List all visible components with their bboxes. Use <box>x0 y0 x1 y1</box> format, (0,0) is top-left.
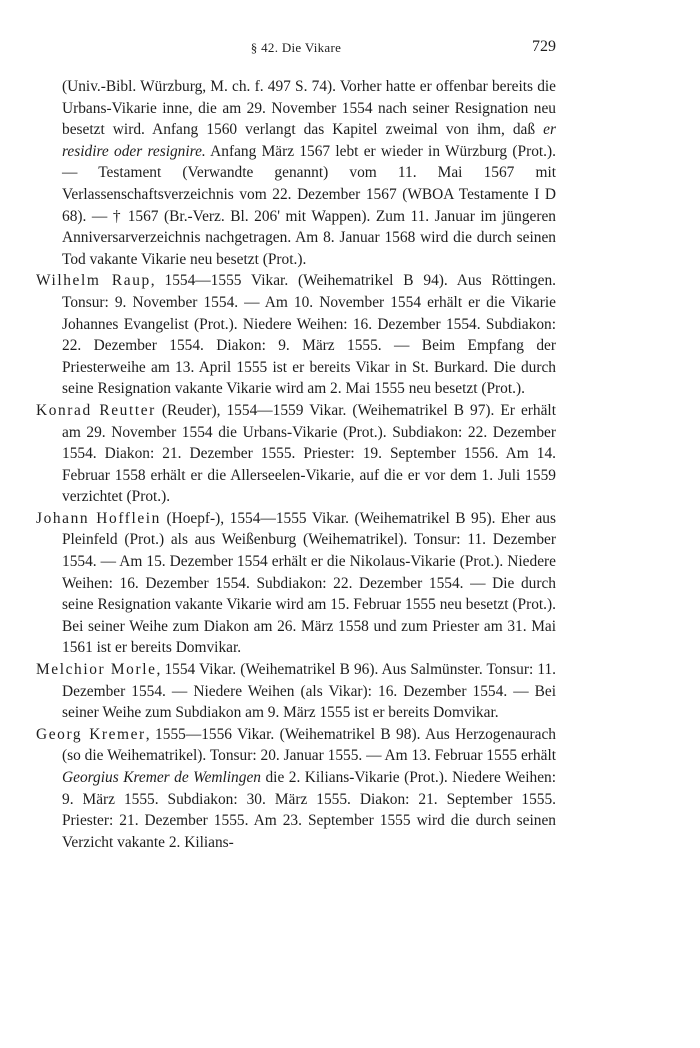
vicar-name: Melchior Morle <box>36 661 157 679</box>
page-number: 729 <box>532 38 556 55</box>
entry-text: , 1554 Vikar. (Weihematrikel B 96). Aus Salmünster. Tonsur: 11. Dezember 1554. — Niedere Weihen (als Vikar): 16. Dezember 1554. — Bei seiner Weihe zum Subdiakon am 9. März 1555 ist er bereits Domvikar. <box>62 661 557 722</box>
vicar-name: Johann Hofflein <box>36 509 161 527</box>
vicar-entry <box>36 659 556 724</box>
continued-entry <box>36 76 556 270</box>
page-header <box>36 40 556 60</box>
entry-text: (Hoepf-), 1554—1555 Vikar. (Weihematrikel B 95). Eher aus Pleinfeld (Prot.) als aus Weißenburg (Weihematrikel). Tonsur: 11. Dezember 1554. — Am 15. Dezember 1554 erhält er die Nikolaus-Vikarie (Prot.). Niedere Weihen: 16. Dezember 1554. Subdiakon: 22. Dezember 1554. — Die durch seine Resignation vakante Vikarie wird am 15. Februar 1555 neu besetzt (Prot.). Bei seiner Weihe zum Diakon am 26. März 1558 und zum Priester am 31. Mai 1561 ist er bereits Domvikar. <box>62 509 556 657</box>
running-title: § 42. Die Vikare <box>250 40 342 55</box>
entry-text: (Reuder), 1554—1559 Vikar. (Weihematrikel B 97). Er erhält am 29. November 1554 die Urbans-Vikarie (Prot.). Subdiakon: 22. Dezember 1554. Diakon: 21. Dezember 1555. Priester: 19. September 1556. Am 14. Februar 1558 erhält er die Allerseelen-Vikarie, auf die er vor dem 1. Juli 1559 verzichtet (Prot.). <box>62 401 556 506</box>
entry-italic-quote: er residire oder resignire. <box>62 121 556 160</box>
vicar-entry <box>36 270 556 400</box>
page-body <box>36 76 556 853</box>
entry-text-continued: die 2. Kilians-Vikarie (Prot.). Niedere Weihen: 9. März 1555. Subdiakon: 30. März 1555. Diakon: 21. September 1555. Priester: 21. Dezember 1555. Am 23. September 1555 wird die durch seinen Verzicht vakante 2. Kilians- <box>62 769 556 851</box>
entry-text: (Univ.-Bibl. Würzburg, M. ch. f. 497 S. 74). Vorher hatte er offenbar bereits die Urbans-Vikarie inne, die am 29. November 1554 nach seiner Resignation neu besetzt wird. Anfang 1560 verlangt das Kapitel zweimal von ihm, daß <box>62 78 556 139</box>
vicar-entry <box>36 508 556 659</box>
vicar-entry <box>36 400 556 508</box>
vicar-name: Georg Kremer <box>36 725 146 743</box>
vicar-name: Wilhelm Raup <box>36 272 151 290</box>
vicar-name: Konrad Reutter <box>36 401 156 419</box>
entry-text-continued: Anfang März 1567 lebt er wieder in Würzburg (Prot.). — Testament (Verwandte genannt) vom 11. Mai 1567 mit Verlassenschaftsverzeichnis vom 22. Dezember 1567 (WBOA Testamente I D 68). — † 1567 (Br.-Verz. Bl. 206' mit Wappen). Zum 11. Januar im jüngeren Anniversarverzeichnis nachgetragen. Am 8. Januar 1568 wird die durch seinen Tod vakante Vikarie neu besetzt (Prot.). <box>62 142 556 268</box>
entry-italic-name: Georgius Kremer de Wemlingen <box>62 769 261 786</box>
vicar-entry <box>36 724 556 854</box>
entry-text: , 1555—1556 Vikar. (Weihematrikel B 98). Aus Herzogenaurach (so die Weihematrikel). Tonsur: 20. Januar 1555. — Am 13. Februar 1555 erhält <box>62 725 557 765</box>
entry-text: , 1554—1555 Vikar. (Weihematrikel B 94). Aus Röttingen. Tonsur: 9. November 1554. — Am 10. November 1554 erhält er die Vikarie Johannes Evangelist (Prot.). Niedere Weihen: 16. Dezember 1554. Subdiakon: 22. Dezember 1554. Diakon: 9. März 1555. — Beim Empfang der Priesterweihe am 13. April 1555 ist er bereits Vikar in St. Burkard. Die durch seine Resignation vakante Vikarie wird am 2. Mai 1555 neu besetzt (Prot.). <box>62 272 556 398</box>
